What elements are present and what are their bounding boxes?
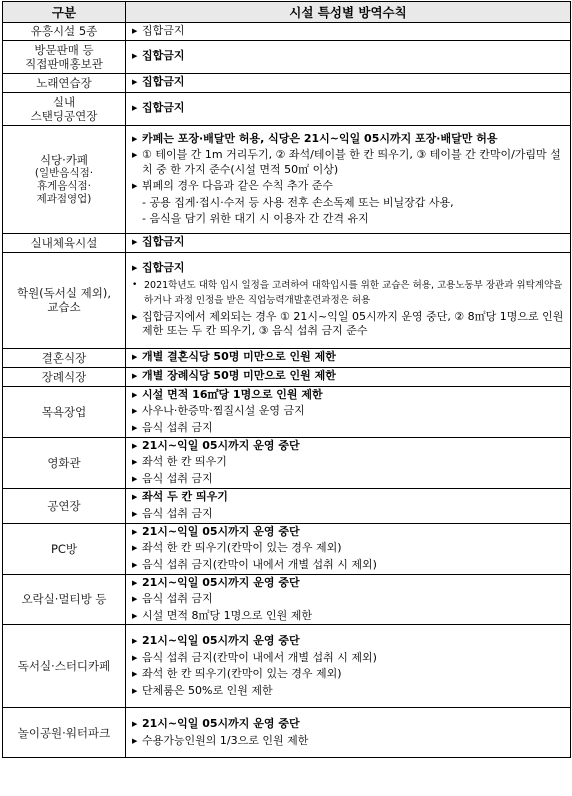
triangle-bullet-icon: ▶: [132, 390, 138, 399]
table-row: [3, 125, 571, 233]
rule-cell: [126, 625, 571, 708]
category-text: 교습소: [47, 300, 81, 314]
rule-text: 집합금지: [142, 75, 185, 89]
category-text: 유흥시설 5종: [30, 24, 98, 39]
rule-cell: [126, 23, 571, 41]
rule-item: [132, 278, 567, 308]
rule-text: 좌석 한 칸 띄우기: [142, 455, 227, 469]
table-row: [3, 625, 571, 708]
rule-text: 뷔페의 경우 다음과 같은 수칙 추가 준수: [142, 179, 333, 192]
dot-bullet-icon: •: [132, 279, 138, 290]
rule-text: 2021학년도 대학 입시 일정을 고려하여 대학입시를 위한 교습은 허용, 고용노동부 장관과 위탁계약을 하거나 과정 인정을 받은 직업능력개발훈련과정은 허용: [144, 279, 563, 306]
rule-text: 카페는 포장·배달만 허용, 식당은 21시~익일 05시까지 포장·배달만 허용: [142, 131, 498, 145]
rule-text: 집합금지: [142, 24, 185, 37]
triangle-bullet-icon: ▶: [132, 670, 138, 678]
triangle-bullet-icon: ▶: [132, 493, 138, 501]
rule-text: 음식 섭취 금지(칸막이 내에서 개별 섭취 시 제외): [142, 557, 377, 571]
rule-item: [132, 24, 567, 39]
facility-category: [3, 252, 126, 348]
rule-item: [132, 439, 567, 454]
rule-text: 좌석 한 칸 띄우기(칸막이 있는 경우 제외): [142, 667, 342, 680]
rule-text: 음식 섭취 금지: [142, 471, 213, 485]
category-text: PC방: [50, 541, 78, 556]
rule-cell: [126, 92, 571, 125]
triangle-bullet-icon: ▶: [132, 509, 138, 518]
rule-item: [132, 717, 567, 732]
rule-item: [132, 235, 567, 250]
rule-item: [132, 388, 567, 403]
rule-item: [132, 404, 567, 419]
rule-item: [132, 350, 567, 365]
triangle-bullet-icon: ▶: [132, 637, 138, 645]
rule-text: 좌석 두 칸 띄우기: [142, 490, 228, 503]
triangle-bullet-icon: ▶: [132, 720, 138, 728]
facility-category: [3, 523, 126, 574]
table-row: [3, 367, 571, 386]
table-row: [3, 574, 571, 625]
category-text: 실내체육시설: [30, 235, 98, 250]
rule-item: [132, 684, 567, 699]
category-text: 오락실·멀티방 등: [21, 592, 107, 607]
rule-item: [132, 101, 567, 116]
facility-category: [3, 92, 126, 125]
category-subtext: (일반음식점·: [34, 166, 94, 179]
rule-item: [132, 132, 567, 147]
rule-item: [132, 490, 567, 505]
triangle-bullet-icon: ▶: [132, 353, 138, 362]
category-text: 직접판매홍보관: [25, 56, 103, 71]
category-text: 결혼식장: [41, 350, 87, 365]
rule-cell: [126, 386, 571, 437]
facility-category: [3, 386, 126, 437]
triangle-bullet-icon: ▶: [132, 653, 138, 662]
table-row: [3, 252, 571, 348]
facility-category: [3, 348, 126, 367]
table-row: [3, 40, 571, 73]
facility-category: [3, 233, 126, 252]
rule-text: 시설 면적 16㎡당 1명으로 인원 제한: [142, 387, 323, 401]
rule-cell: [126, 488, 571, 523]
triangle-bullet-icon: ▶: [132, 560, 138, 569]
rule-text: 21시~익일 05시까지 운영 중단: [142, 438, 300, 452]
rule-text: 집합금지: [142, 49, 185, 63]
triangle-bullet-icon: ▶: [132, 264, 138, 273]
facility-category: [3, 73, 126, 92]
triangle-bullet-icon: ▶: [132, 104, 138, 113]
category-text: 스탠딩공연장: [30, 108, 98, 123]
rule-text: 개별 장례식당 50명 미만으로 인원 제한: [142, 369, 336, 383]
triangle-bullet-icon: ▶: [132, 238, 138, 247]
rule-text: - 음식을 담기 위한 대기 시 이용자 간 간격 유지: [142, 212, 369, 225]
table-row: [3, 488, 571, 523]
rule-item: [132, 541, 567, 556]
rule-item: [132, 558, 567, 573]
rule-text: - 공용 집게·접시·수저 등 사용 전후 손소독제 또는 비닐장갑 사용,: [142, 195, 454, 209]
rule-text: 21시~익일 05시까지 운영 중단: [142, 575, 300, 589]
table-row: [3, 348, 571, 367]
facility-category: [3, 367, 126, 386]
rule-cell: [126, 523, 571, 574]
category-text: 방문판매 등: [34, 42, 94, 57]
category-text: 장례식장: [41, 369, 87, 384]
rule-cell: [126, 40, 571, 73]
rule-text: ① 테이블 간 1m 거리두기, ② 좌석/테이블 한 칸 띄우기, ③ 테이블 간 칸막이/가림막 설치 중 한 가지 준수(시설 면적 50㎡ 이상): [142, 148, 561, 176]
category-text: 식당·카페: [39, 152, 89, 167]
facility-category: [3, 125, 126, 233]
rule-item: [132, 212, 567, 227]
rule-item: [132, 75, 567, 90]
triangle-bullet-icon: ▶: [132, 441, 138, 450]
rule-item: [132, 148, 567, 177]
table-row: [3, 92, 571, 125]
category-subtext: 제과점영업): [36, 192, 92, 205]
header-rules: 시설 특성별 방역수칙: [126, 2, 571, 23]
rule-item: [132, 369, 567, 384]
triangle-bullet-icon: ▶: [132, 686, 138, 695]
category-text: 독서실·스터디카페: [17, 659, 111, 673]
rule-text: 집합금지: [142, 101, 185, 115]
rule-item: [132, 525, 567, 540]
table-row: [3, 23, 571, 41]
table-row: [3, 437, 571, 488]
rule-text: 사우나·한증막·찜질시설 운영 금지: [142, 404, 305, 418]
rule-text: 단체룸은 50%로 인원 제한: [142, 683, 273, 697]
facility-category: [3, 574, 126, 625]
rule-cell: [126, 708, 571, 758]
triangle-bullet-icon: ▶: [132, 595, 138, 603]
rule-item: [132, 261, 567, 276]
rule-cell: [126, 574, 571, 625]
facility-category: [3, 437, 126, 488]
category-text: 놀이공원·워터파크: [17, 725, 111, 740]
triangle-bullet-icon: ▶: [132, 736, 138, 745]
rule-item: [132, 507, 567, 522]
facility-rules-table: [2, 1, 571, 758]
rule-cell: [126, 437, 571, 488]
header-row: [3, 2, 571, 23]
rule-item: [132, 667, 567, 682]
rule-text: 21시~익일 05시까지 운영 중단: [142, 717, 300, 730]
rule-cell: [126, 73, 571, 92]
rule-item: [132, 634, 567, 649]
rule-cell: [126, 367, 571, 386]
triangle-bullet-icon: ▶: [132, 474, 138, 483]
rule-item: [132, 196, 567, 211]
triangle-bullet-icon: ▶: [132, 544, 138, 553]
rule-text: 좌석 한 칸 띄우기(칸막이 있는 경우 제외): [142, 541, 342, 555]
rule-item: [132, 179, 567, 194]
triangle-bullet-icon: ▶: [132, 78, 138, 87]
table-row: [3, 386, 571, 437]
rule-text: 21시~익일 05시까지 운영 중단: [142, 634, 300, 647]
triangle-bullet-icon: ▶: [132, 151, 138, 159]
triangle-bullet-icon: ▶: [132, 527, 138, 536]
rule-text: 음식 섭취 금지: [142, 420, 213, 434]
rule-text: 집합금지: [142, 261, 185, 275]
table-row: [3, 708, 571, 758]
table-row: [3, 233, 571, 252]
rule-text: 음식 섭취 금지: [142, 506, 213, 520]
triangle-bullet-icon: ▶: [132, 182, 138, 190]
rule-text: 집합금지: [142, 235, 185, 249]
facility-category: [3, 625, 126, 708]
category-text: 실내: [52, 94, 76, 109]
rule-cell: [126, 348, 571, 367]
rule-item: [132, 310, 567, 339]
rule-text: 개별 결혼식당 50명 미만으로 인원 제한: [142, 350, 336, 364]
rule-item: [132, 455, 567, 470]
triangle-bullet-icon: ▶: [132, 134, 138, 143]
triangle-bullet-icon: ▶: [132, 407, 138, 416]
triangle-bullet-icon: ▶: [132, 611, 138, 620]
header-category: 구분: [3, 2, 126, 23]
rule-text: 음식 섭취 금지(칸막이 내에서 개별 섭취 시 제외): [142, 650, 377, 664]
rule-text: 수용가능인원의 1/3으로 인원 제한: [142, 733, 309, 747]
rule-cell: [126, 125, 571, 233]
rule-text: 21시~익일 05시까지 운영 중단: [142, 524, 300, 538]
triangle-bullet-icon: ▶: [132, 372, 138, 381]
rule-item: [132, 421, 567, 436]
triangle-bullet-icon: ▶: [132, 52, 138, 61]
rule-item: [132, 49, 567, 64]
triangle-bullet-icon: ▶: [132, 458, 138, 467]
triangle-bullet-icon: ▶: [132, 27, 138, 35]
rule-item: [132, 472, 567, 487]
rule-item: [132, 592, 567, 607]
facility-category: [3, 40, 126, 73]
rule-cell: [126, 252, 571, 348]
rule-text: 음식 섭취 금지: [142, 592, 213, 605]
rule-text: 시설 면적 8㎡당 1명으로 인원 제한: [142, 608, 312, 622]
facility-category: [3, 23, 126, 41]
table-row: [3, 523, 571, 574]
table-row: [3, 73, 571, 92]
triangle-bullet-icon: ▶: [132, 578, 138, 587]
triangle-bullet-icon: ▶: [132, 423, 138, 432]
category-text: 공연장: [47, 498, 81, 513]
rule-cell: [126, 233, 571, 252]
category-text: 학원(독서실 제외),: [16, 286, 112, 300]
rule-item: [132, 734, 567, 749]
rule-item: [132, 609, 567, 624]
category-text: 노래연습장: [36, 75, 92, 90]
category-subtext: 휴게음식점·: [36, 179, 92, 192]
facility-category: [3, 708, 126, 758]
facility-category: [3, 488, 126, 523]
rule-item: [132, 576, 567, 591]
rule-text: 집합금지에서 제외되는 경우 ① 21시~익일 05시까지 운영 중단, ② 8㎡당 1명으로 인원 제한 또는 두 칸 띄우기, ③ 음식 섭취 금지 준수: [142, 309, 564, 338]
category-text: 영화관: [47, 455, 81, 470]
triangle-bullet-icon: ▶: [132, 312, 138, 321]
category-text: 목욕장업: [41, 404, 87, 419]
rule-item: [132, 651, 567, 666]
